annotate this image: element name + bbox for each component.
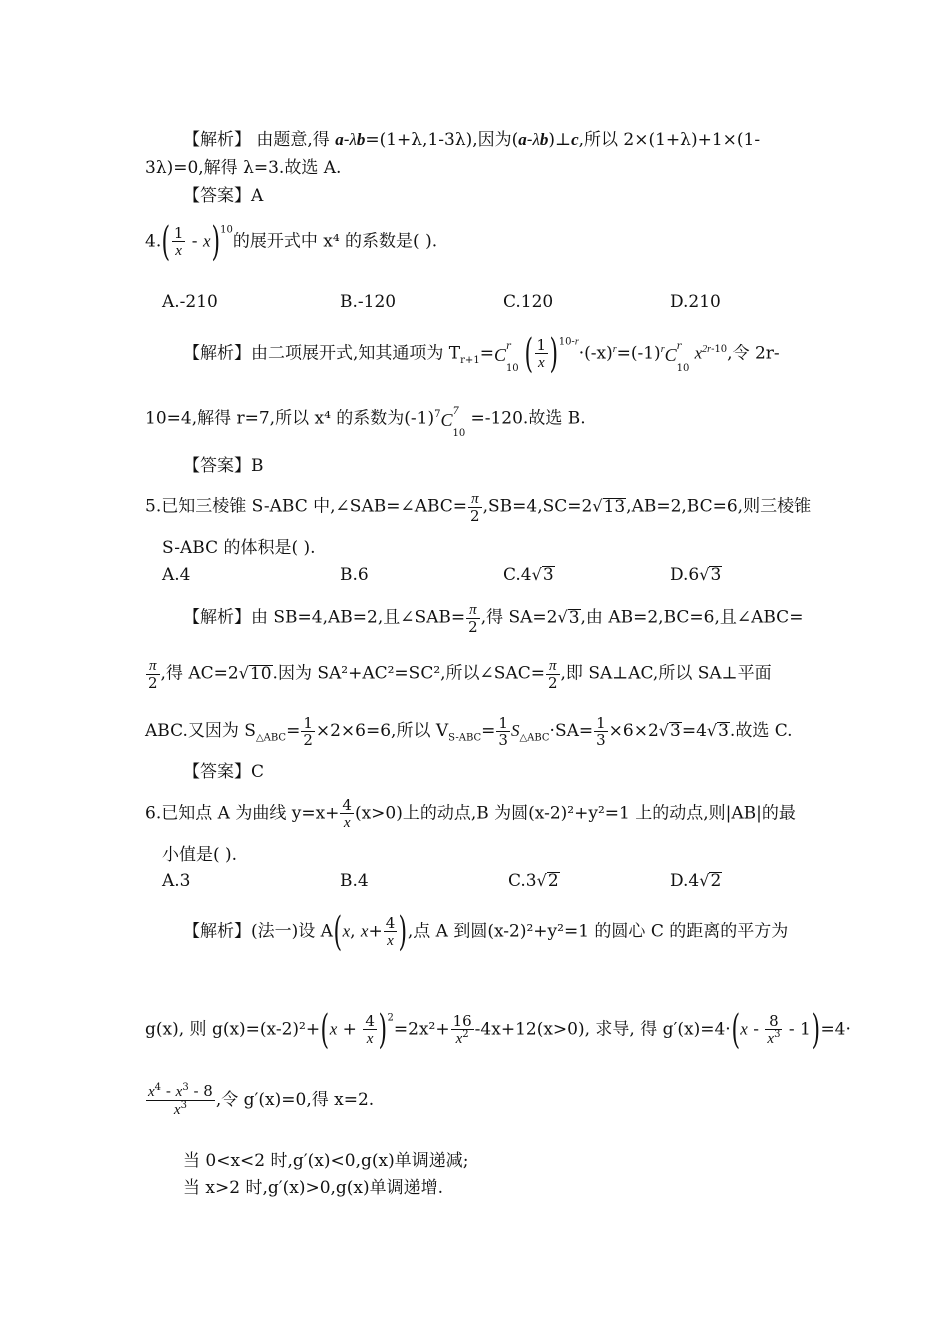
question-number: 4.	[145, 231, 162, 252]
q6-text: (x>0)上的动点,B 为圆(x-2)²+y²=1 上的动点,则|AB|的最	[354, 803, 796, 824]
q3-answer	[183, 184, 263, 208]
q6-option-a[interactable]: A.3	[162, 871, 191, 891]
q4-text: =(-1)	[616, 343, 661, 364]
q4-text: ·(-x)	[578, 343, 613, 364]
q5-text: ABC.又因为 S	[145, 721, 256, 741]
q6-option-b[interactable]: B.4	[340, 871, 369, 891]
analysis-tag: 【解析】	[183, 921, 251, 942]
q3-analysis-line1: 【解析】 由题意,得 a-λb=(1+λ,1-3λ),因为(a-λb)⊥c,所以 2×(1+λ)+1×(1-	[183, 130, 761, 150]
q3-text: =(1+λ,1-3λ),因为	[365, 130, 512, 150]
answer-value: A	[251, 186, 264, 206]
q6-analysis-line5: 当 x>2 时,g′(x)>0,g(x)单调递增.	[183, 1178, 444, 1198]
q6-text: ,点 A 到圆(x-2)²+y²=1 的圆心 C 的距离的平方为	[407, 921, 789, 942]
question-number: 5.	[145, 496, 162, 517]
q5-text: ,由 AB=2,BC=6,且∠ABC=	[580, 607, 804, 628]
q5-text: ,AB=2,BC=6,则三棱锥	[626, 496, 812, 517]
analysis-tag: 【解析】	[183, 343, 251, 364]
q4-option-d[interactable]: D.210	[670, 292, 721, 312]
q4-text: ,令 2r-	[727, 343, 780, 364]
q6-text: -4x+12(x>0), 求导, 得 g′(x)=4·	[474, 1019, 731, 1040]
q5-option-c[interactable]: C.4√3	[503, 565, 554, 585]
q3-text: 由题意,得	[256, 130, 330, 150]
q5-option-a[interactable]: A.4	[162, 565, 191, 585]
option-text: D.4	[670, 871, 700, 891]
q5-text: 由 SB=4,AB=2,且∠SAB=	[251, 607, 466, 628]
q5-text: ×6×2	[608, 721, 659, 741]
q4-option-b[interactable]: B.-120	[340, 292, 397, 312]
q6-option-c[interactable]: C.3√2	[508, 871, 559, 891]
q5-text: =4	[681, 721, 707, 741]
answer-tag: 【答案】	[183, 762, 251, 782]
q6-text: ,令 g′(x)=0,得 x=2.	[215, 1090, 375, 1110]
answer-value: C	[251, 762, 265, 782]
q5-analysis-line3: ABC.又因为 $S_{\triangle ABC}=$ $\frac{1}{2}$ ×2×6=6,所以 $V_{S-ABC}=$ $\frac{1}{3}$ $S_{\triangle ABC}\cdot SA=$ $\frac{1}{3}$ ×6×2√3=4√3.故选 C.	[145, 714, 793, 749]
question-number: 6.	[145, 803, 162, 824]
q5-option-b[interactable]: B.6	[340, 565, 369, 585]
q6-analysis-line4: 当 0<x<2 时,g′(x)<0,g(x)单调递减;	[183, 1151, 469, 1171]
answer-tag: 【答案】	[183, 186, 251, 206]
q3-text: ,所以 2×(1+λ)+1×(1-	[578, 130, 761, 150]
q5-text: ,得 SA=2	[480, 607, 558, 628]
q5-stem-line1: 5.已知三棱锥 S-ABC 中,∠SAB=∠ABC= $\frac{\pi}{2}$ ,SB=4,SC=2√13,AB=2,BC=6,则三棱锥	[145, 491, 812, 525]
q5-text: ×2×6=6,所以 V	[315, 721, 449, 741]
q5-analysis-line1: 【解析】由 SB=4,AB=2,且∠SAB= $\frac{\pi}{2}$ ,得 SA=2√3,由 AB=2,BC=6,且∠ABC=	[183, 602, 804, 636]
analysis-tag: 【解析】	[183, 607, 251, 628]
q6-analysis-line1: 【解析】(法一)设 A(x, x+ $\frac{4}{x}$ ),点 A 到圆(x-2)²+y²=1 的圆心 C 的距离的平方为	[183, 909, 789, 955]
q6-analysis-line3: $\frac{x^4 - x^3 - 8}{x^3}$ ,令 g′(x)=0,得 x=2.	[148, 1082, 375, 1118]
q4-analysis-line1: 【解析】由二项展开式,知其通项为 $T_{r+1}=$ C r 10 ( $\frac{1}{x}$ )$^{10-r}\cdot(-x)^r=(-1)^r$ C r 10 $x^{2r-10}$,令 2r-	[183, 331, 780, 377]
q5-stem-line2: S-ABC 的体积是( ).	[162, 538, 316, 558]
q3-analysis-line2: 3λ)=0,解得 λ=3.故选 A.	[145, 158, 342, 178]
q5-answer	[183, 760, 264, 784]
q5-text: ·SA=	[549, 721, 594, 741]
q4-text: =-120.故选 B.	[470, 408, 586, 429]
option-text: C.3	[508, 871, 537, 891]
q5-text: ,得 AC=2	[160, 663, 239, 684]
q4-analysis-line2: 10=4,解得 r=7,所以 x⁴ 的系数为$(-1)^7$ C 7 10 =-120.故选 B.	[145, 406, 586, 439]
q6-text: =4·	[820, 1019, 851, 1040]
q4-option-a[interactable]: A.-210	[162, 292, 218, 312]
q6-text: =2x²+	[393, 1019, 450, 1040]
q6-option-d[interactable]: D.4√2	[670, 871, 722, 891]
q5-analysis-line2: $\frac{\pi}{2}$ ,得 AC=2√10.因为 SA²+AC²=SC²,所以∠SAC= $\frac{\pi}{2}$ ,即 SA⊥AC,所以 SA⊥平面	[148, 658, 772, 692]
q5-text: 已知三棱锥 S-ABC 中,∠SAB=∠ABC=	[161, 496, 468, 517]
q4-text: 10=4,解得 r=7,所以 x⁴ 的系数为(-1)	[145, 408, 435, 429]
answer-value: B	[251, 456, 264, 476]
q3-text: ⊥	[555, 130, 572, 150]
q4-option-c[interactable]: C.120	[503, 292, 554, 312]
answer-tag: 【答案】	[183, 456, 251, 476]
q5-option-d[interactable]: D.6√3	[670, 565, 722, 585]
q6-text: (法一)设 A	[251, 921, 333, 942]
option-text: D.6	[670, 565, 700, 585]
q4-text: 由二项展开式,知其通项为 T	[251, 343, 461, 364]
option-text: C.4	[503, 565, 532, 585]
q6-analysis-line2: g(x), 则 g(x)=(x-2)²+(x + $\frac{4}{x}$ )$^2$=2x²+ $\frac{16}{x^2}$ -4x+12(x>0), 求导, 得 g′(x)=4·(x - $\frac{8}{x^3}$ - 1)=4·	[145, 1007, 851, 1053]
q5-text: .故选 C.	[729, 721, 793, 741]
q4-stem: 4.( $\frac{1}{x}$ - x)$^{10}$的展开式中 x⁴ 的系数是( ).	[145, 219, 438, 265]
q4-text: 的展开式中 x⁴ 的系数是( ).	[232, 231, 438, 252]
q6-stem-line1: 6.已知点 A 为曲线 y=x+ $\frac{4}{x}$ (x>0)上的动点,B 为圆(x-2)²+y²=1 上的动点,则|AB|的最	[145, 796, 796, 831]
q6-text: 已知点 A 为曲线 y=x+	[161, 803, 340, 824]
q6-text: g(x), 则 g(x)=(x-2)²+	[145, 1019, 321, 1040]
q5-text: ,即 SA⊥AC,所以 SA⊥平面	[560, 663, 772, 684]
q4-answer	[183, 454, 264, 478]
q5-text: ,SB=4,SC=2	[482, 496, 593, 517]
q5-text: .因为 SA²+AC²=SC²,所以∠SAC=	[272, 663, 545, 684]
q6-stem-line2: 小值是( ).	[162, 845, 238, 865]
analysis-tag: 【解析】	[183, 130, 251, 150]
